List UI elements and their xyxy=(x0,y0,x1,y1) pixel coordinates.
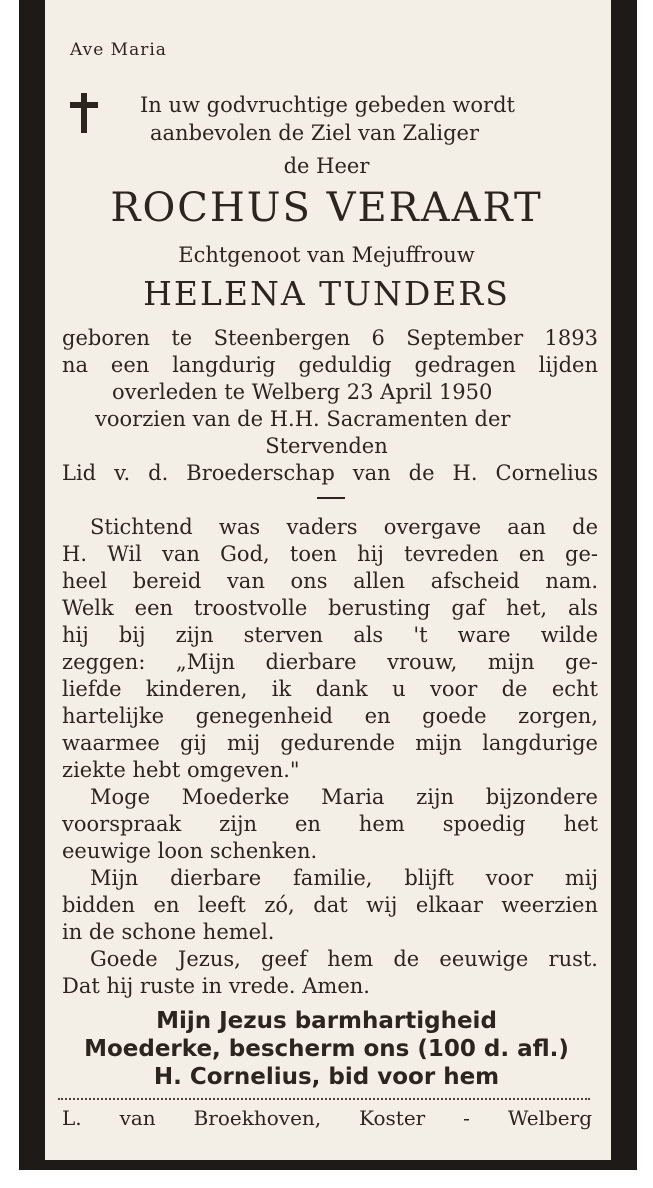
body-line-11: Moge Moederke Maria zijn bijzondere xyxy=(90,785,598,809)
body-line-1: Stichtend was vaders overgave aan de xyxy=(90,515,598,539)
body-line-10: ziekte hebt omgeven." xyxy=(62,758,300,782)
body-line-18: Dat hij ruste in vrede. Amen. xyxy=(62,974,370,998)
life-line-4: voorzien van de H.H. Sacramenten der xyxy=(95,407,511,431)
printer-footer: L. van Broekhoven, Koster - Welberg xyxy=(62,1106,592,1130)
intro-line-3: de Heer xyxy=(283,154,370,178)
body-line-9: waarmee gij mij gedurende mijn langdurige xyxy=(62,731,598,755)
body-line-6: zeggen: „Mijn dierbare vrouw, mijn ge- xyxy=(62,650,598,674)
footer-dotted-rule xyxy=(58,1098,590,1100)
cross-icon xyxy=(70,93,98,133)
deceased-name: ROCHUS VERAART xyxy=(110,185,543,231)
separator-dash xyxy=(317,497,345,499)
body-line-2: H. Wil van God, toen hij tevreden en ge- xyxy=(62,542,598,566)
body-line-13: eeuwige loon schenken. xyxy=(62,839,318,863)
ave-maria-header: Ave Maria xyxy=(70,40,167,60)
body-line-17: Goede Jezus, geef hem de eeuwige rust. xyxy=(90,947,598,971)
spouse-intro: Echtgenoot van Mejuffrouw xyxy=(178,243,475,267)
intro-line-1: In uw godvruchtige gebeden wordt xyxy=(140,93,515,117)
body-line-3: heel bereid van ons allen afscheid nam. xyxy=(62,569,598,593)
body-line-14: Mijn dierbare familie, blijft voor mij xyxy=(90,866,598,890)
body-line-5: hij bij zijn sterven als 't ware wilde xyxy=(62,623,598,647)
body-line-12: voorspraak zijn en hem spoedig het xyxy=(62,812,598,836)
prayer-line-1: Mijn Jezus barmhartigheid xyxy=(156,1008,497,1034)
body-line-16: in de schone hemel. xyxy=(62,920,275,944)
body-line-7: liefde kinderen, ik dank u voor de echt xyxy=(62,677,598,701)
life-line-1: geboren te Steenbergen 6 September 1893 xyxy=(62,326,598,350)
life-line-2: na een langdurig geduldig gedragen lijden xyxy=(62,353,598,377)
prayer-line-2: Moederke, bescherm ons (100 d. afl.) xyxy=(84,1036,569,1062)
body-line-4: Welk een troostvolle berusting gaf het, als xyxy=(62,596,598,620)
intro-line-2: aanbevolen de Ziel van Zaliger xyxy=(150,121,479,145)
body-line-8: hartelijke genegenheid en goede zorgen, xyxy=(62,704,598,728)
spouse-name: HELENA TUNDERS xyxy=(143,274,510,313)
life-line-6: Lid v. d. Broederschap van de H. Cornelius xyxy=(62,461,598,485)
life-line-3: overleden te Welberg 23 April 1950 xyxy=(112,380,493,404)
life-line-5: Stervenden xyxy=(265,434,388,458)
body-line-15: bidden en leeft zó, dat wij elkaar weerzien xyxy=(62,893,598,917)
prayer-line-3: H. Cornelius, bid voor hem xyxy=(153,1064,500,1090)
